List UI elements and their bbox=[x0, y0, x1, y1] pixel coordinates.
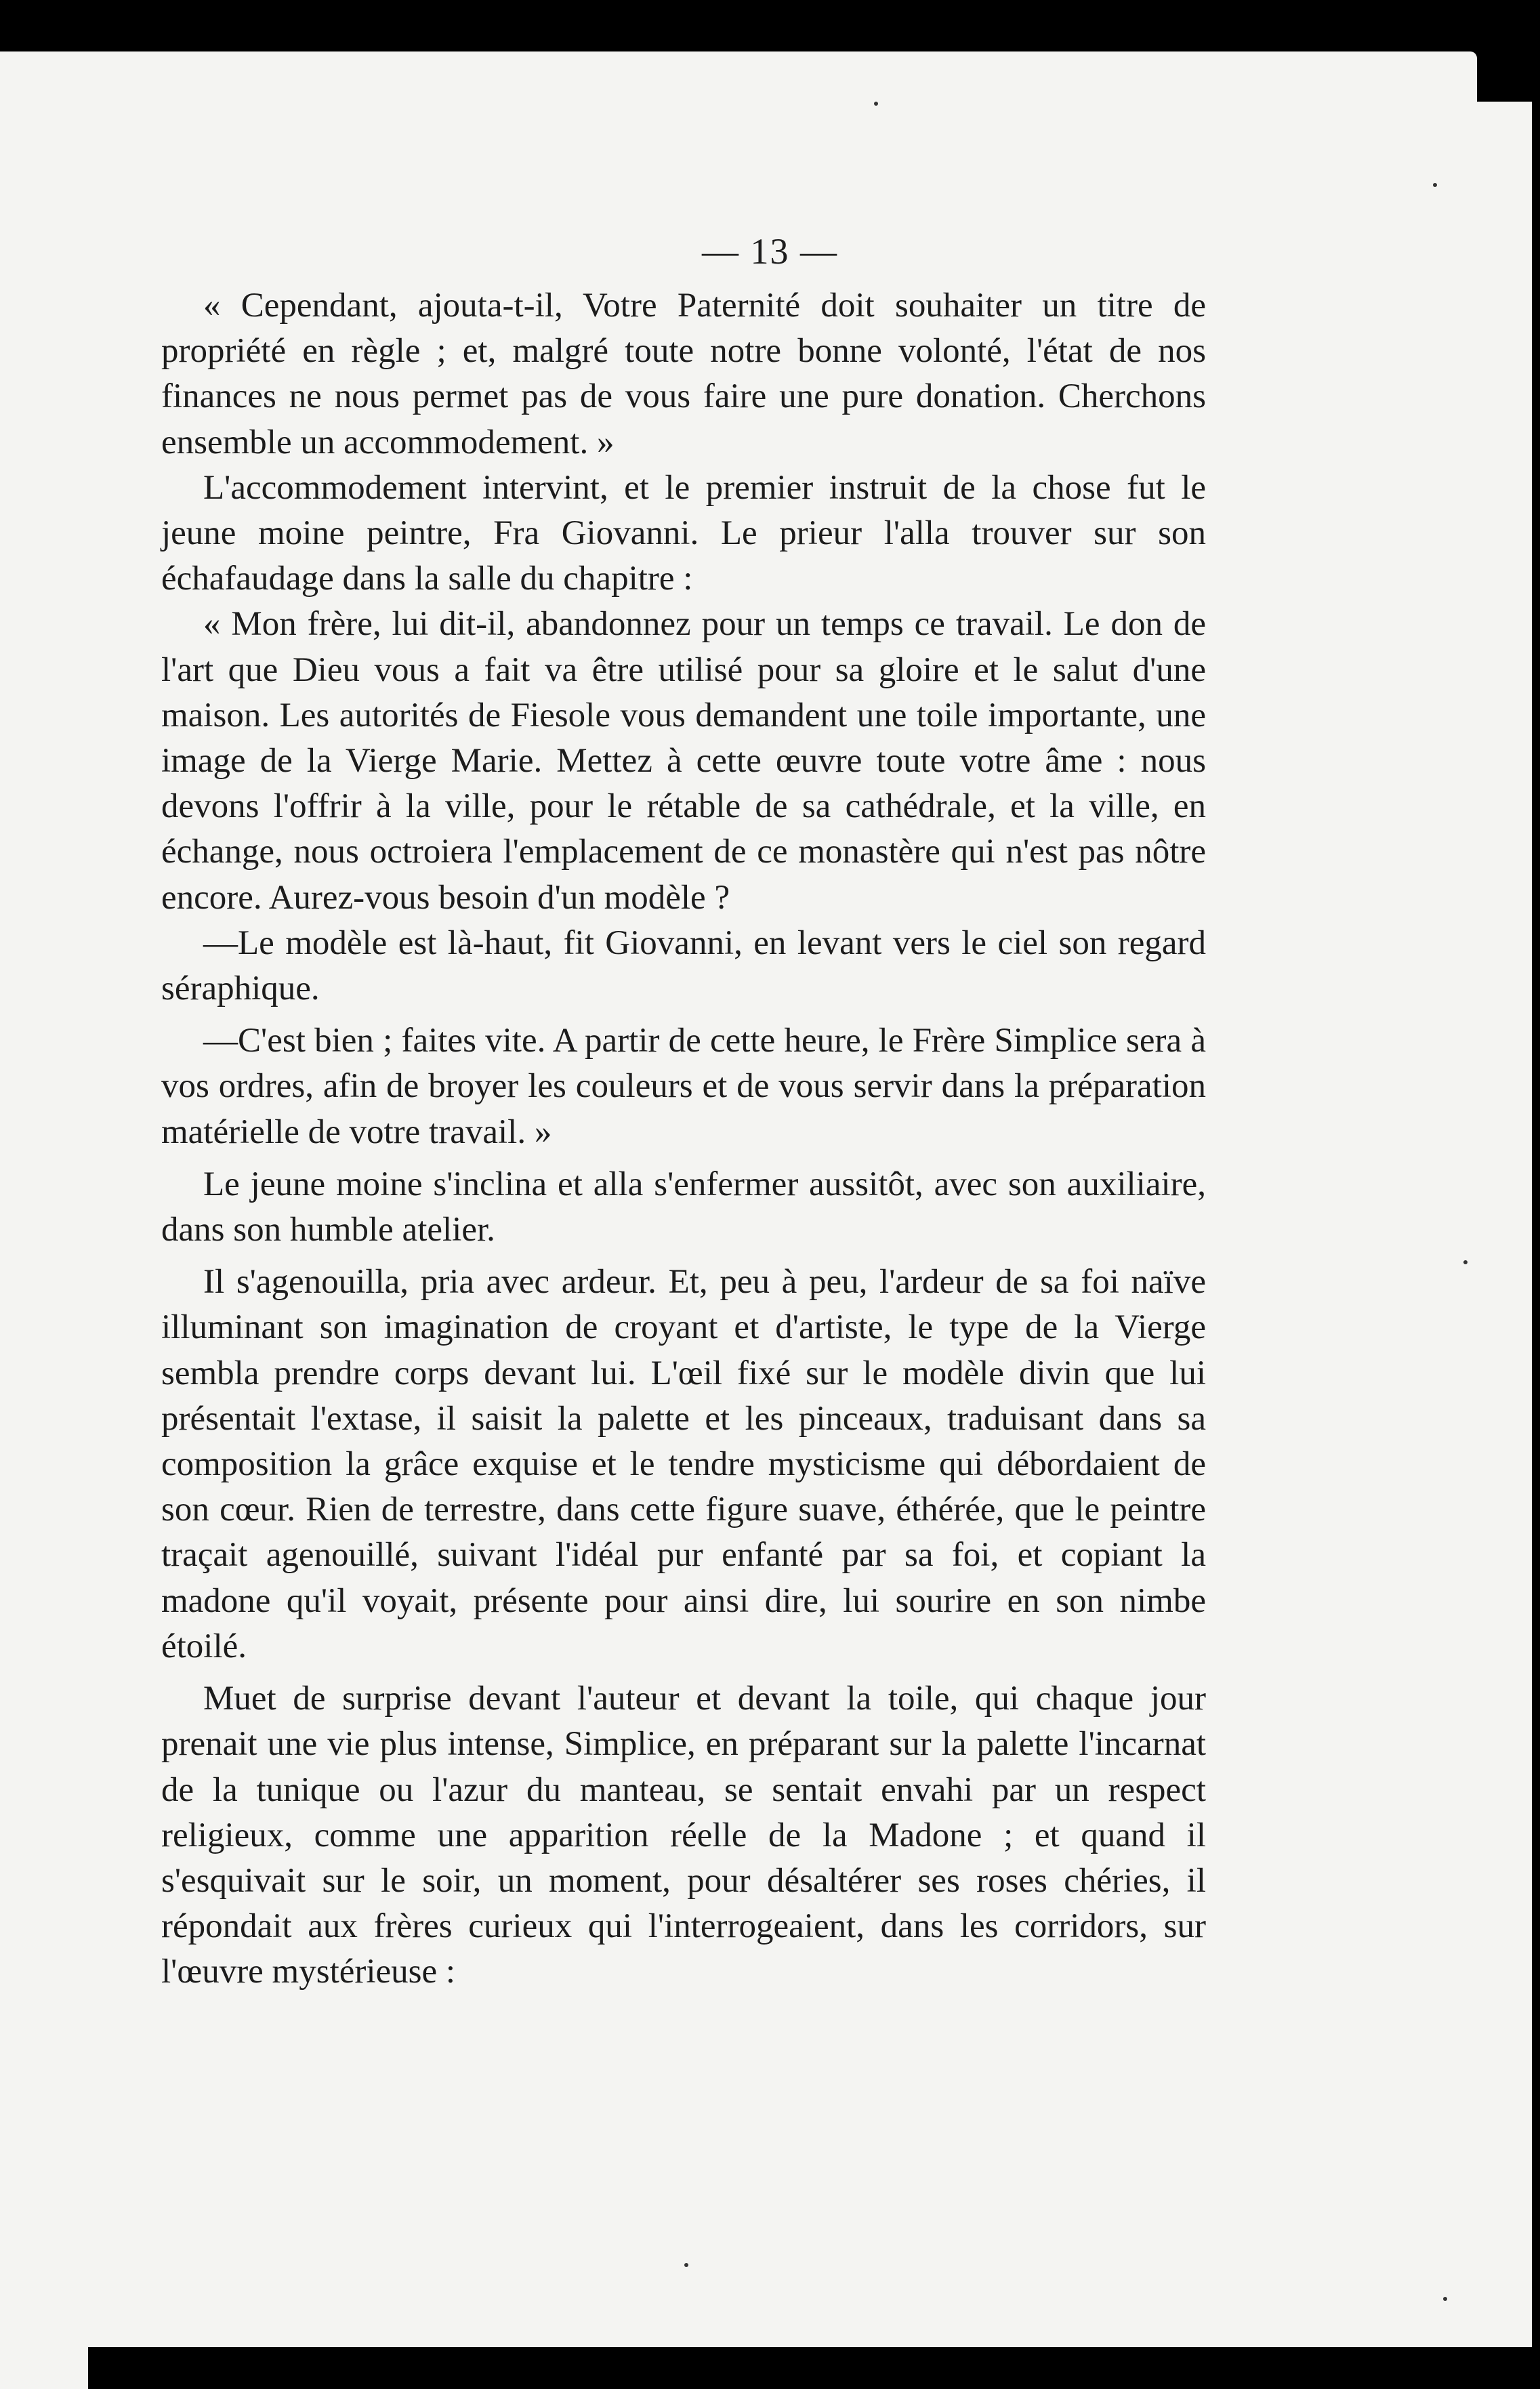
speck bbox=[874, 102, 878, 106]
scan-border-top bbox=[0, 0, 1540, 102]
scan-border-top-inner bbox=[0, 51, 1477, 102]
paragraph: L'accommodement intervint, et le premier instruit de la chose fut le jeune moine peintre, Fra Giovanni. Le prieur l'alla trouver sur son échafaudage dans la salle du chapitre : bbox=[161, 468, 1206, 598]
paragraph: « Mon frère, lui dit-il, abandonnez pour un temps ce travail. Le don de l'art que Dieu vous a fait va être utilisé pour sa gloire et le salut d'une maison. Les autorités de Fiesole vous demandent une toile importante, une image de la Vierge Marie. Mettez à cette œuvre toute votre âme : nous devons l'offrir à la ville, pour le rétable de sa cathédrale, et la ville, en échange, nous octroiera l'emplacement de ce monastère qui n'est pas nôtre encore. Aurez-vous besoin d'un modèle ? bbox=[161, 605, 1206, 917]
paragraph: —Le modèle est là-haut, fit Giovanni, en levant vers le ciel son regard séraphique. bbox=[161, 923, 1206, 1008]
speck bbox=[1463, 1260, 1468, 1264]
speck bbox=[1433, 183, 1437, 187]
paragraph: Muet de surprise devant l'auteur et devant la toile, qui chaque jour prenait une vie plus intense, Simplice, en préparant sur la palette l'incarnat de la tunique ou l'azur du manteau, se sentait envahi par un respect religieux, comme une apparition réelle de la Madone ; et quand il s'esquivait sur le soir, un moment, pour désaltérer ses roses chéries, il répondait aux frères curieux qui l'interrogeaient, dans les corridors, sur l'œuvre mystérieuse : bbox=[161, 1680, 1206, 1991]
scan-border-bottom bbox=[88, 2347, 1540, 2389]
page-number: — 13 — bbox=[702, 231, 838, 272]
speck bbox=[1443, 2297, 1447, 2301]
paragraph: —C'est bien ; faites vite. A partir de cette heure, le Frère Simplice sera à vos ordres, afin de broyer les couleurs et de vous servir dans la préparation matérielle de votre travail. » bbox=[161, 1022, 1206, 1151]
speck bbox=[684, 2263, 688, 2267]
body-text bbox=[161, 283, 1206, 1995]
scan-border-right bbox=[1532, 0, 1540, 2389]
paragraph: « Cependant, ajouta-t-il, Votre Paternité doit souhaiter un titre de propriété en règle ; et, malgré toute notre bonne volonté, l'état de nos finances ne nous permet pas de vous faire une pure donation. Cherchons ensemble un accommodement. » bbox=[161, 287, 1206, 461]
paragraph: Le jeune moine s'inclina et alla s'enfermer aussitôt, avec son auxiliaire, dans son humble atelier. bbox=[161, 1165, 1206, 1249]
paragraph: Il s'agenouilla, pria avec ardeur. Et, peu à peu, l'ardeur de sa foi naïve illuminant son imagination de croyant et d'artiste, le type de la Vierge sembla prendre corps devant lui. L'œil fixé sur le modèle divin que lui présentait l'extase, il saisit la palette et les pinceaux, traduisant dans sa composition la grâce exquise et le tendre mysticisme qui débordaient de son cœur. Rien de terrestre, dans cette figure suave, éthérée, que le peintre traçait agenouillé, suivant l'idéal pur enfanté par sa foi, et copiant la madone qu'il voyait, présente pour ainsi dire, lui sourire en son nimbe étoilé. bbox=[161, 1263, 1206, 1665]
